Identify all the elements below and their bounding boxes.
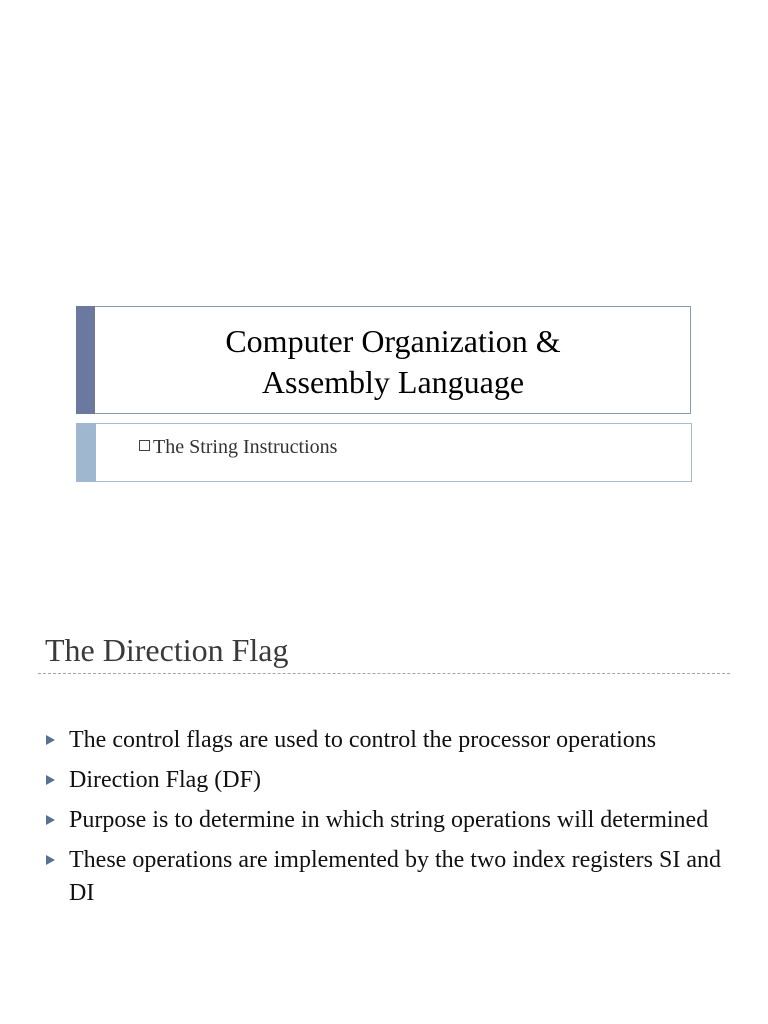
title-divider [38,673,730,674]
bullet-text: Direction Flag (DF) [69,767,261,793]
subtitle-text: The String Instructions [153,436,338,458]
slide-title [96,321,690,403]
triangle-bullet-icon [46,855,55,865]
title-panel [76,306,691,414]
list-item [46,804,721,837]
triangle-bullet-icon [46,775,55,785]
list-item [46,844,721,910]
subtitle-item [139,436,337,459]
bullet-list [46,724,721,917]
slide-title-line-2: Assembly Language [261,364,525,400]
triangle-bullet-icon [46,815,55,825]
title-accent-bar [76,306,95,414]
triangle-bullet-icon [46,735,55,745]
square-bullet-icon [139,440,150,451]
bullet-text: Purpose is to determine in which string operations will determined [69,807,709,833]
list-item [46,724,721,757]
list-item [46,764,721,797]
subtitle-accent-bar [76,423,96,482]
bullet-text: These operations are implemented by the two index registers SI and DI [69,847,721,906]
slide-title-line-1: Computer Organization & [225,323,561,359]
content-slide-title: The Direction Flag [45,632,289,668]
subtitle-panel [76,423,692,482]
bullet-text: The control flags are used to control the processor operations [69,727,657,753]
